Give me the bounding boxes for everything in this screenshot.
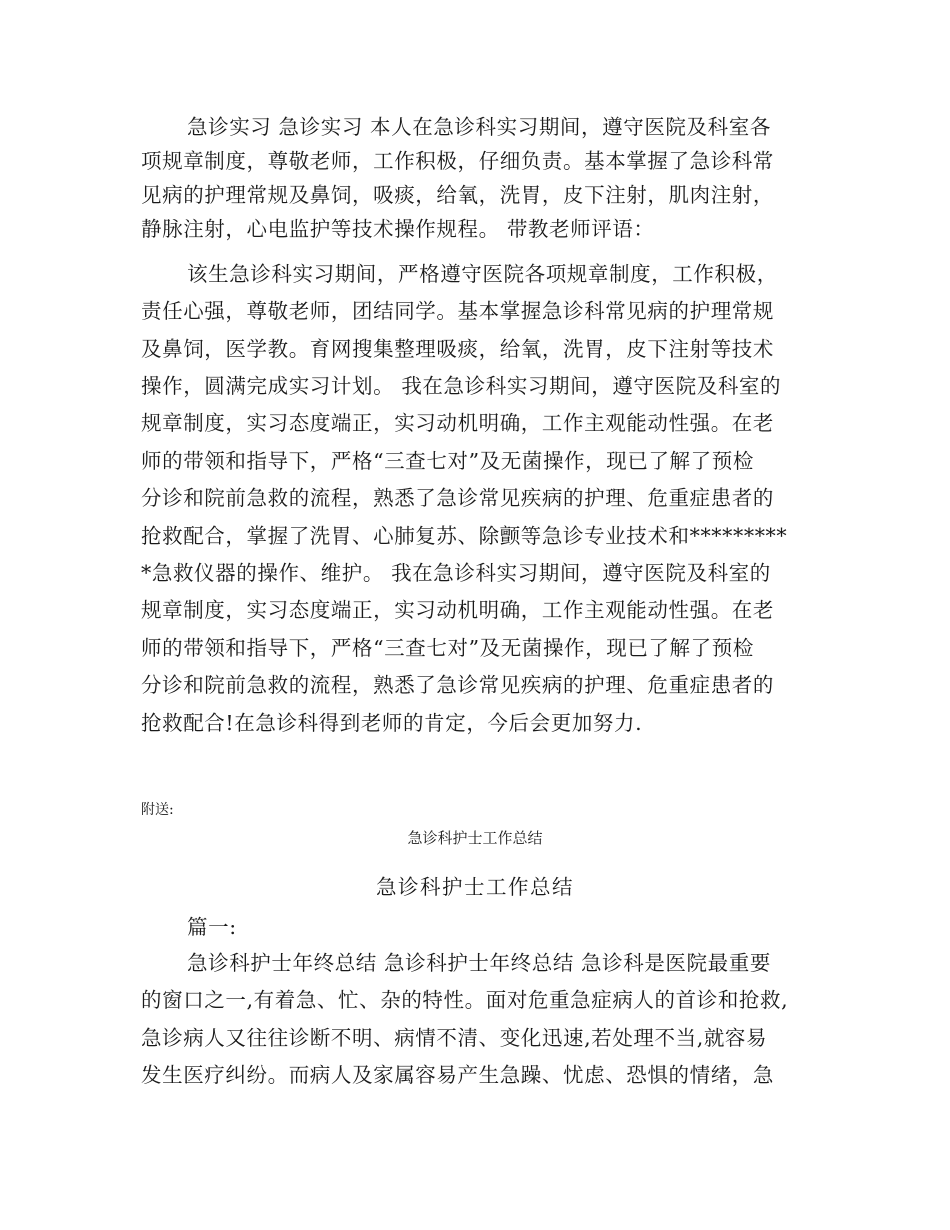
appendix-small-title: 急诊科护士工作总结 (407, 829, 543, 847)
paragraph-line: 规章制度，实习态度端正，实习动机明确，工作主观能动性强。在老 (141, 411, 774, 435)
paragraph-line: 该生急诊科实习期间，严格遵守医院各项规章制度，工作积极， (187, 262, 778, 286)
paragraph-line: 责任心强，尊敬老师，团结同学。基本掌握急诊科常见病的护理常规 (141, 299, 774, 323)
paragraph-line: 静脉注射，心电监护等技术操作规程。 带教老师评语： (141, 217, 655, 241)
paragraph-line: 的窗口之一,有着急、忙、杂的特性。面对危重急症病人的首诊和抢救, (141, 988, 789, 1012)
paragraph-line: 及鼻饲，医学教。育网搜集整理吸痰，给氧，洗胃，皮下注射等技术 (141, 337, 774, 361)
paragraph-line: 急诊实习 急诊实习 本人在急诊科实习期间，遵守医院及科室各 (187, 115, 771, 139)
paragraph-line: 师的带领和指导下，严格“三查七对”及无菌操作，现已了解了预检 (141, 636, 754, 660)
paragraph-line: 分诊和院前急救的流程，熟悉了急诊常见疾病的护理、危重症患者的 (141, 486, 774, 510)
paragraph-line: 急诊病人又往往诊断不明、病情不清、变化迅速,若处理不当,就容易 (141, 1026, 768, 1050)
paragraph-line: *急救仪器的操作、维护。 我在急诊科实习期间，遵守医院及科室的 (141, 561, 771, 585)
paragraph-line: 师的带领和指导下，严格“三查七对”及无菌操作，现已了解了预检 (141, 449, 754, 473)
paragraph-line: 规章制度，实习态度端正，实习动机明确，工作主观能动性强。在老 (141, 598, 774, 622)
paragraph-line: 抢救配合，掌握了洗胃、心肺复苏、除颤等急诊专业技术和********* (141, 524, 788, 548)
paragraph-line: 分诊和院前急救的流程，熟悉了急诊常见疾病的护理、危重症患者的 (141, 673, 774, 697)
appendix-title: 急诊科护士工作总结 (376, 875, 574, 899)
appendix-label: 附送: (141, 802, 174, 818)
paragraph-line: 项规章制度，尊敬老师，工作积极，仔细负责。基本掌握了急诊科常 (141, 149, 774, 173)
paragraph-line: 抢救配合!在急诊科得到老师的肯定，今后会更加努力. (141, 711, 643, 735)
paragraph-line: 见病的护理常规及鼻饲，吸痰，给氧，洗胃，皮下注射，肌肉注射， (141, 183, 774, 207)
paragraph-line: 发生医疗纠纷。而病人及家属容易产生急躁、忧虑、恐惧的情绪，急 (141, 1063, 774, 1087)
paragraph-line: 急诊科护士年终总结 急诊科护士年终总结 急诊科是医院最重要 (187, 951, 771, 975)
paragraph-line: 操作，圆满完成实习计划。 我在急诊科实习期间，遵守医院及科室的 (141, 374, 782, 398)
part-label: 篇一: (187, 915, 237, 939)
